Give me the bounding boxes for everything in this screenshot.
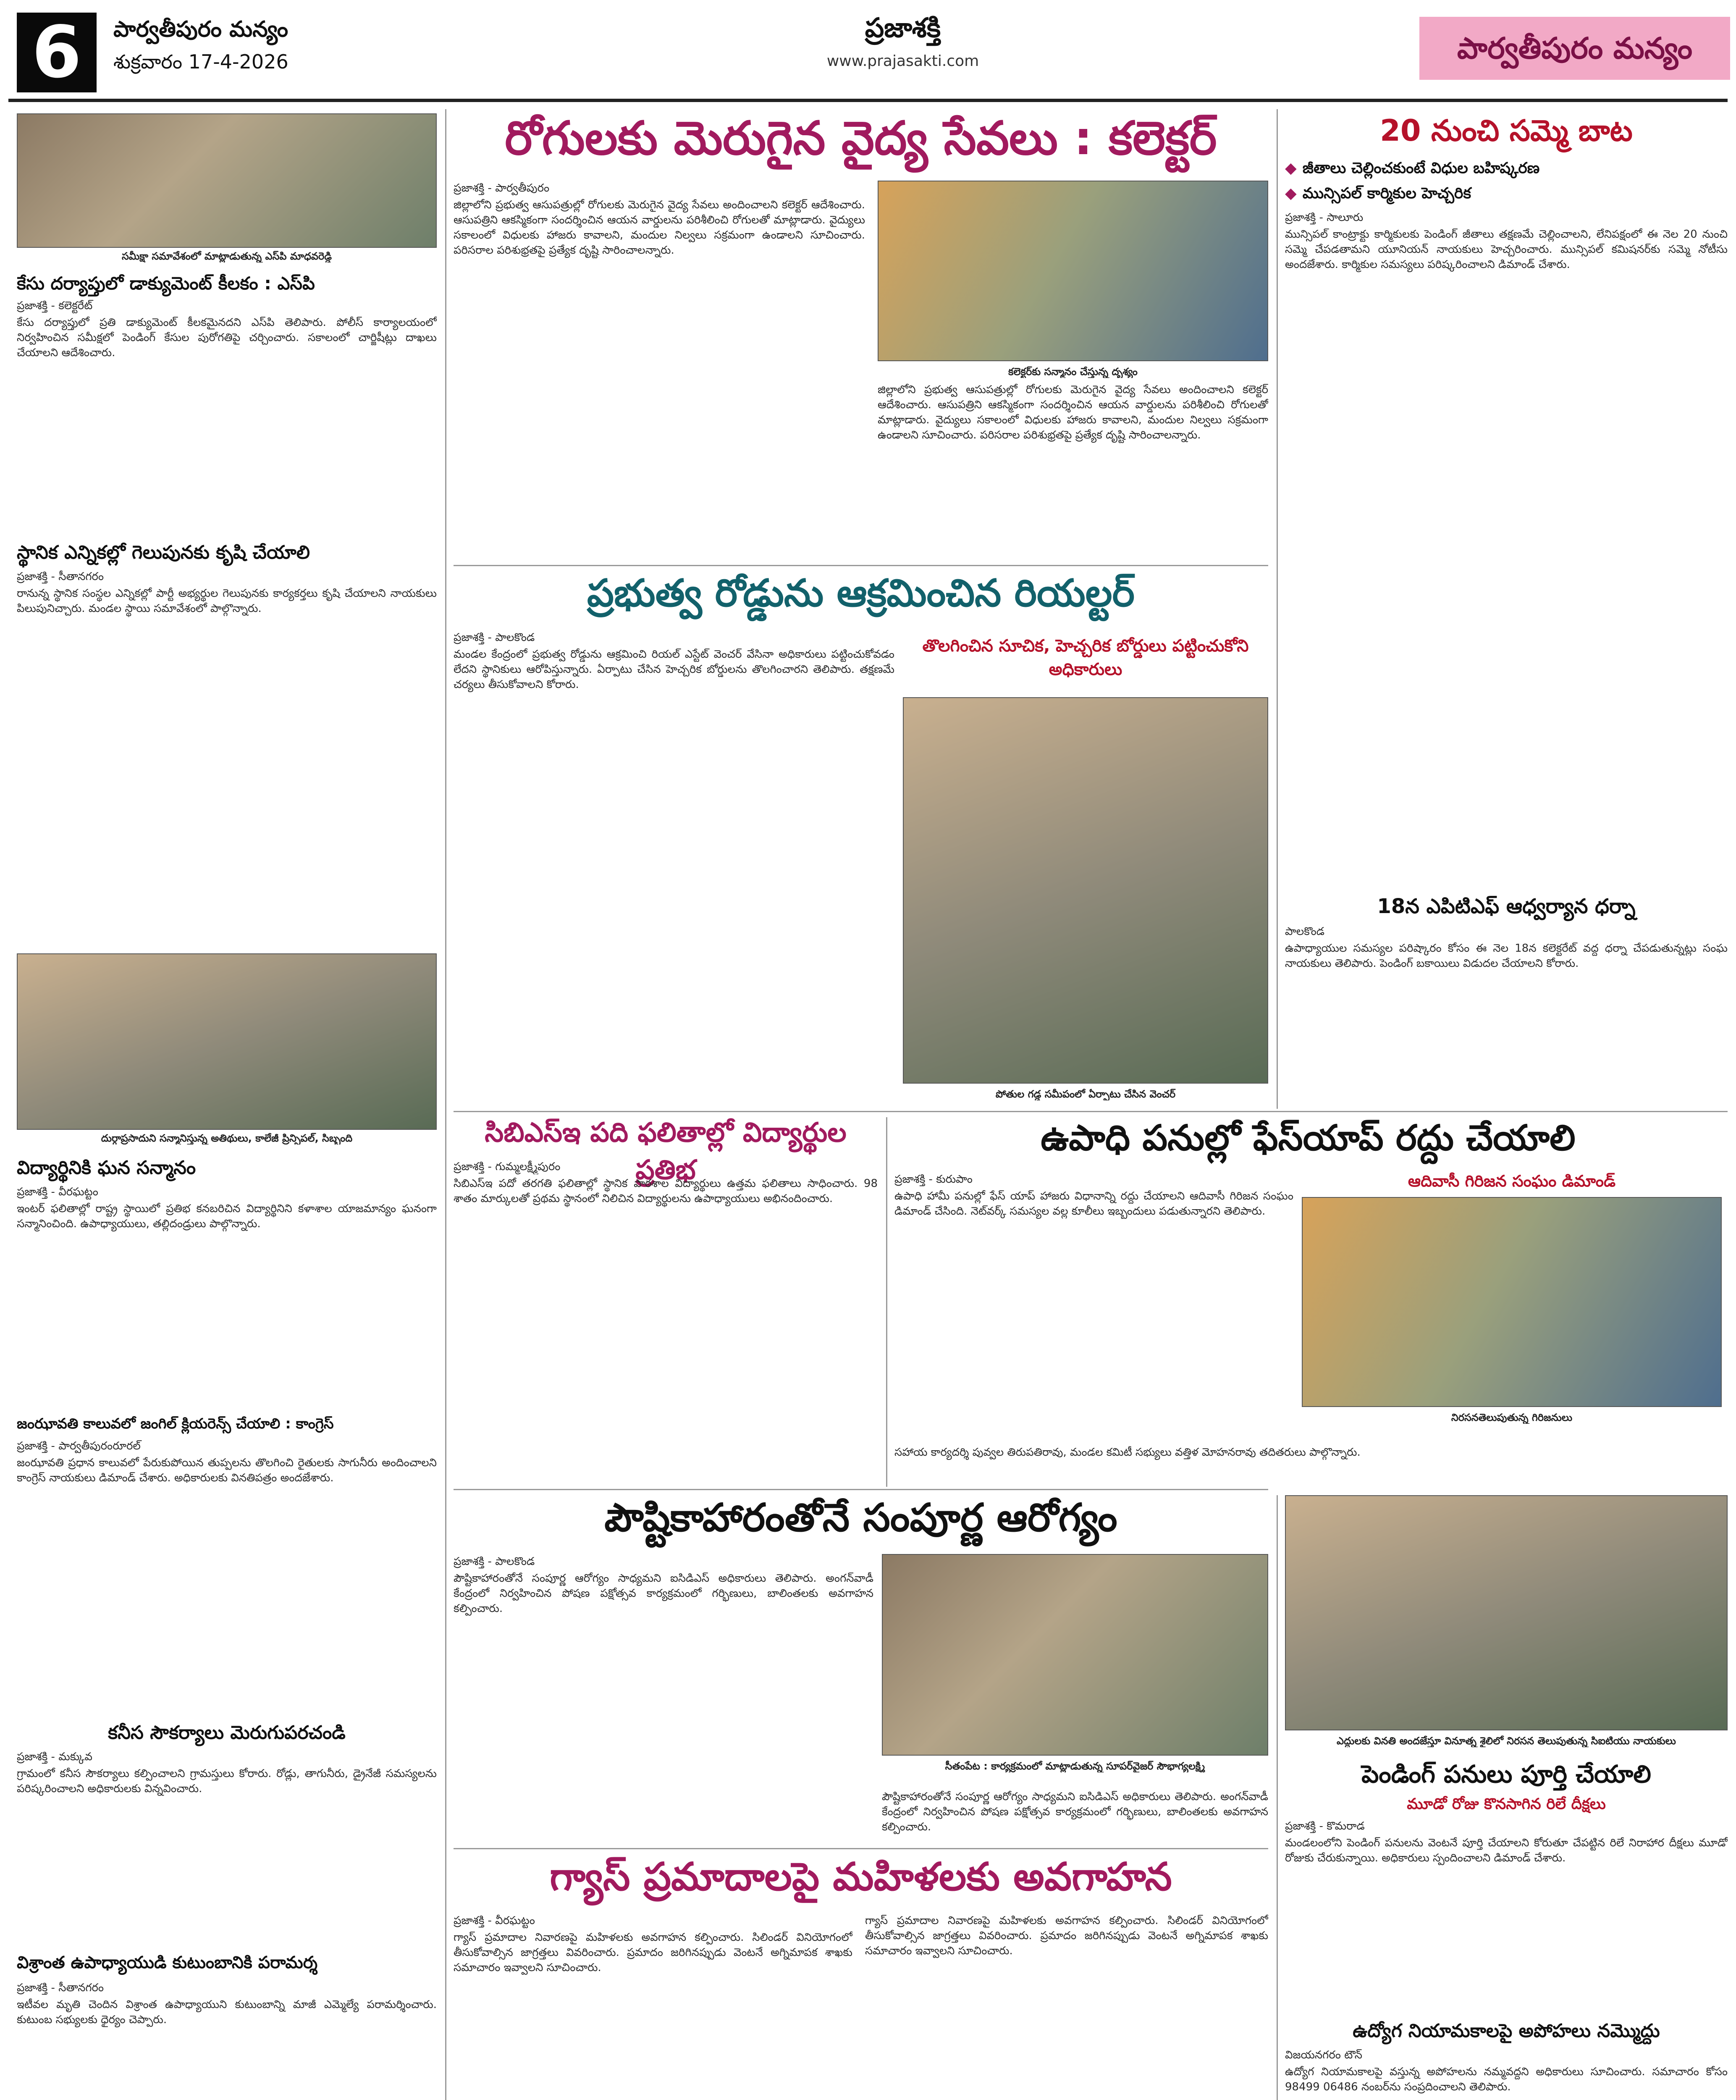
collector-visit-photo xyxy=(878,181,1268,361)
collector-headline: రోగులకు మెరుగైన వైద్య సేవలు : కలెక్టర్ xyxy=(505,111,1217,165)
pending-byline: ప్రజాశక్తి - కొమరాడ xyxy=(1285,1820,1365,1832)
bullock-protest-photo xyxy=(1285,1495,1728,1730)
strike-bullet-2: ◆ మున్సిపల్ కార్మికుల హెచ్చరిక xyxy=(1285,185,1728,206)
collector-visit-caption: కలెక్టర్‌కు సన్మానం చేస్తున్న దృశ్యం xyxy=(1008,366,1138,378)
strike-body: మున్సిపల్ కాంట్రాక్టు కార్మికులకు పెండింగ్ జీతాలు తక్షణమే చెల్లించాలని, లేనిపక్షంలో ఈ నెల 20 నుంచి సమ్మె చేపడతామని యూనియన్ నాయకులు హెచ్చరించారు. మున్సిపల్ కమిషనర్‌కు సమ్మె నోటీసు అందజేశారు. కార్మికుల సమస్యలు పరిష్కరించాలని డిమాండ్ చేశారు. xyxy=(1285,228,1728,271)
faceapp-body: ఉపాధి హామీ పనుల్లో ఫేస్ యాప్ హాజరు విధానాన్ని రద్దు చేయాలని ఆదివాసీ గిరిజన సంఘం డిమాండ్ చేసింది. నెట్‌వర్క్ సమస్యల వల్ల కూలీలు ఇబ్బందులు పడుతున్నారని తెలిపారు. xyxy=(894,1190,1293,1218)
column-divider-right-lower xyxy=(1277,1495,1278,2100)
aituc-headline: 18న ఎపిటిఎఫ్ ఆధ్వర్యాన ధర్నా xyxy=(1377,895,1636,918)
jungle-byline: ప్రజాశక్తి - పార్వతీపురంరూరల్ xyxy=(17,1440,141,1452)
edition-banner: పార్వతీపురం మన్యం xyxy=(1419,17,1730,80)
collector-body: జిల్లాలోని ప్రభుత్వ ఆసుపత్రుల్లో రోగులకు మెరుగైన వైద్య సేవలు అందించాలని కలెక్టర్ ఆదేశించారు. ఆసుపత్రిని ఆకస్మికంగా సందర్శించిన ఆయన వార్డులను పరిశీలించి రోగులతో మాట్లాడారు. వైద్యులు సకాలంలో విధులకు హాజరు కావాలని, మందుల నిల్వలు సక్రమంగా ఉండాలని సూచించారు. పరిసరాల పరిశుభ్రతపై ప్రత్యేక దృష్టి సారించాలన్నారు. xyxy=(454,199,865,257)
document-body: కేసు దర్యాప్తులో ప్రతి డాక్యుమెంట్ కీలకమైనదని ఎస్‌పి తెలిపారు. పోలీస్ కార్యాలయంలో నిర్వహించిన సమీక్షలో పెండింగ్ కేసుల పురోగతిపై చర్చించారు. సకాలంలో చార్జిషీట్లు దాఖలు చేయాలని ఆదేశించారు. xyxy=(17,316,437,359)
divider-cbse xyxy=(454,1111,1728,1112)
realtor-body: మండల కేంద్రంలో ప్రభుత్వ రోడ్డును ఆక్రమించి రియల్ ఎస్టేట్ వెంచర్ వేసినా అధికారులు పట్టించుకోవడం లేదని స్థానికులు ఆరోపిస్తున్నారు. ఏర్పాటు చేసిన హెచ్చరిక బోర్డులను తొలగించారని తెలిపారు. తక్షణమే చర్యలు తీసుకోవాలని కోరారు. xyxy=(454,648,894,691)
collector-body-cont: జిల్లాలోని ప్రభుత్వ ఆసుపత్రుల్లో రోగులకు మెరుగైన వైద్య సేవలు అందించాలని కలెక్టర్ ఆదేశించారు. ఆసుపత్రిని ఆకస్మికంగా సందర్శించిన ఆయన వార్డులను పరిశీలించి రోగులతో మాట్లాడారు. వైద్యులు సకాలంలో విధులకు హాజరు కావాలని, మందుల నిల్వలు సక్రమంగా ఉండాలని సూచించారు. పరిసరాల పరిశుభ్రతపై ప్రత్యేక దృష్టి సారించాలన్నారు. xyxy=(878,383,1268,441)
faceapp-footer: సహాయ కార్యదర్శి పువ్వల తిరుపతిరావు, మండల కమిటీ సభ్యులు వత్తిళ మోహనరావు తదితరులు పాల్గొన్నారు. xyxy=(894,1446,1361,1459)
strike-headline: 20 నుంచి సమ్మె బాట xyxy=(1380,113,1633,148)
facilities-headline: కనీస సౌకర్యాలు మెరుగుపరచండి xyxy=(108,1722,346,1743)
student-headline: విద్యార్థినికి ఘన సన్మానం xyxy=(17,1157,196,1179)
student-felicitation-photo xyxy=(17,953,437,1130)
nutrition-headline: పౌష్టికాహారంతోనే సంపూర్ణ ఆరోగ్యం xyxy=(604,1495,1117,1540)
aituc-byline: పాలకొండ xyxy=(1285,925,1325,938)
realtor-byline: ప్రజాశక్తి - పాలకొండ xyxy=(454,631,535,644)
sp-meeting-photo xyxy=(17,113,437,248)
gas-body: గ్యాస్ ప్రమాదాల నివారణపై మహిళలకు అవగాహన కల్పించారు. సిలిండర్ వినియోగంలో తీసుకోవాల్సిన జాగ్రత్తలు వివరించారు. ప్రమాదం జరిగినప్పుడు వెంటనే అగ్నిమాపక శాఖకు సమాచారం ఇవ్వాలని సూచించారు. xyxy=(454,1931,852,1974)
local-polls-byline: ప్రజాశక్తి - సీతానగరం xyxy=(17,570,104,583)
retired-body: ఇటీవల మృతి చెందిన విశ్రాంత ఉపాధ్యాయుని కుటుంబాన్ని మాజీ ఎమ్మెల్యే పరామర్శించారు. కుటుంబ సభ్యులకు ధైర్యం చెప్పారు. xyxy=(17,1998,437,2026)
jobs-headline: ఉద్యోగ నియామకాలపై అపోహలు నమ్మొద్దు xyxy=(1353,2020,1660,2042)
column-divider-cbse xyxy=(886,1117,887,1487)
gas-body-cont: గ్యాస్ ప్రమాదాల నివారణపై మహిళలకు అవగాహన కల్పించారు. సిలిండర్ వినియోగంలో తీసుకోవాల్సిన జాగ్రత్తలు వివరించారు. ప్రమాదం జరిగినప్పుడు వెంటనే అగ్నిమాపక శాఖకు సమాచారం ఇవ్వాలని సూచించారు. xyxy=(865,1914,1268,1957)
nutrition-body: పౌష్టికాహారంతోనే సంపూర్ణ ఆరోగ్యం సాధ్యమని ఐసిడిఎస్ అధికారులు తెలిపారు. అంగన్‌వాడీ కేంద్రంలో నిర్వహించిన పోషణ పక్షోత్సవ కార్యక్రమంలో గర్భిణులు, బాలింతలకు అవగాహన కల్పించారు. xyxy=(454,1572,873,1615)
faceapp-subhead: ఆదివాసీ గిరిజన సంఘం డిమాండ్ xyxy=(1408,1172,1616,1190)
sp-meeting-caption: సమీక్షా సమావేశంలో మాట్లాడుతున్న ఎస్‌పి మాధవరెడ్డి xyxy=(122,250,332,262)
facilities-byline: ప్రజాశక్తి - మక్కువ xyxy=(17,1751,92,1763)
newspaper-name: ప్రజాశక్తి xyxy=(865,13,941,44)
masthead-rule xyxy=(8,99,1728,102)
page-number: 6 xyxy=(17,13,97,92)
jungle-body: జంఝావతి ప్రధాన కాలువలో పేరుకుపోయిన తుప్పలను తొలగించి రైతులకు సాగునీరు అందించాలని కాంగ్రెస్ నాయకులు డిమాండ్ చేశారు. అధికారులకు వినతిపత్రం అందజేశారు. xyxy=(17,1457,437,1484)
document-headline: కేసు దర్యాప్తులో డాక్యుమెంట్ కీలకం : ఎస్‌పి xyxy=(17,273,315,294)
protest-caption: నిరసనతెలుపుతున్న గిరిజనులు xyxy=(1451,1412,1573,1423)
realtor-subhead: తొలగించిన సూచిక, హెచ్చరిక బోర్డులు పట్టించుకోని అధికారులు xyxy=(922,636,1249,679)
divider-gas xyxy=(454,1848,1268,1849)
column-divider-right xyxy=(1277,109,1278,1109)
gas-byline: ప్రజాశక్తి - వీరఘట్టం xyxy=(454,1914,535,1927)
cbse-headline: సిబిఎస్‌ఇ పది ఫలితాల్లో విద్యార్థుల ప్రతిభ xyxy=(485,1117,847,1186)
nutrition-body-cont: పౌష్టికాహారంతోనే సంపూర్ణ ఆరోగ్యం సాధ్యమని ఐసిడిఎస్ అధికారులు తెలిపారు. అంగన్‌వాడీ కేంద్రంలో నిర్వహించిన పోషణ పక్షోత్సవ కార్యక్రమంలో గర్భిణులు, బాలింతలకు అవగాహన కల్పించారు. xyxy=(882,1790,1268,1833)
retired-byline: ప్రజాశక్తి - సీతానగరం xyxy=(17,1982,104,1994)
cbse-body: సిబిఎస్‌ఇ పదో తరగతి ఫలితాల్లో స్థానిక పాఠశాల విద్యార్థులు ఉత్తమ ఫలితాలు సాధించారు. 98 శాతం మార్కులతో ప్రథమ స్థానంలో నిలిచిన విద్యార్థులను ఉపాధ్యాయులు అభినందించారు. xyxy=(454,1177,878,1205)
pending-headline: పెండింగ్ పనులు పూర్తి చేయాలి xyxy=(1361,1760,1651,1788)
pending-subhead: మూడో రోజు కొనసాగిన రిలే దీక్షలు xyxy=(1407,1796,1606,1813)
venture-caption: పోతుల గడ్డ సమీపంలో ఏర్పాటు చేసిన వెంచర్ xyxy=(995,1088,1176,1100)
student-felicitation-caption: దుర్గాప్రసాదుని సన్మానిస్తున్న అతిథులు, కాలేజీ ప్రిన్సిపల్, సిబ్బంది xyxy=(101,1132,353,1144)
retired-headline: విశ్రాంత ఉపాధ్యాయుడి కుటుంబానికి పరామర్శ xyxy=(17,1953,318,1972)
divider-nutrition xyxy=(454,1489,1268,1490)
protest-photo xyxy=(1302,1197,1722,1407)
website-link[interactable]: www.prajasakti.com xyxy=(826,52,979,70)
jobs-body: ఉద్యోగ నియామకాలపై వస్తున్న అపోహలను నమ్మవద్దని అధికారులు సూచించారు. సమాచారం కోసం 98499 06486 నంబర్‌ను సంప్రదించాలని తెలిపారు. xyxy=(1285,2066,1728,2093)
local-polls-body: రానున్న స్థానిక సంస్థల ఎన్నికల్లో పార్టీ అభ్యర్థుల గెలుపునకు కార్యకర్తలు కృషి చేయాలని నాయకులు పిలుపునిచ్చారు. మండల స్థాయి సమావేశంలో పాల్గొన్నారు. xyxy=(17,587,437,615)
nutrition-photo xyxy=(882,1554,1268,1756)
issue-date: శుక్రవారం 17-4-2026 xyxy=(113,50,288,73)
facilities-body: గ్రామంలో కనీస సౌకర్యాలు కల్పించాలని గ్రామస్తులు కోరారు. రోడ్లు, తాగునీరు, డ్రైనేజీ సమస్యలను పరిష్కరించాలని అధికారులకు విన్నవించారు. xyxy=(17,1767,437,1795)
cbse-byline: ప్రజాశక్తి - గుమ్మలక్ష్మీపురం xyxy=(454,1160,561,1173)
column-divider-left xyxy=(445,109,446,2100)
gas-headline: గ్యాస్ ప్రమాదాలపై మహిళలకు అవగాహన xyxy=(550,1854,1172,1899)
aituc-body: ఉపాధ్యాయుల సమస్యల పరిష్కారం కోసం ఈ నెల 18న కలెక్టరేట్ వద్ద ధర్నా చేపడుతున్నట్లు సంఘ నాయకులు తెలిపారు. పెండింగ్ బకాయిలు విడుదల చేయాలని కోరారు. xyxy=(1285,942,1728,970)
jungle-headline: జంఝావతి కాలువలో జంగిల్ క్లియరెన్స్ చేయాలి : కాంగ్రెస్ xyxy=(17,1415,334,1432)
collector-byline: ప్రజాశక్తి - పార్వతీపురం xyxy=(454,182,550,194)
pending-body: మండలంలోని పెండింగ్ పనులను వెంటనే పూర్తి చేయాలని కోరుతూ చేపట్టిన రిలే నిరాహార దీక్షలు మూడో రోజుకు చేరుకున్నాయి. అధికారులు స్పందించాలని డిమాండ్ చేశారు. xyxy=(1285,1837,1728,1864)
strike-bullet-1: ◆ జీతాలు చెల్లించకుంటే విధుల బహిష్కరణ xyxy=(1285,160,1728,181)
venture-photo xyxy=(903,697,1268,1084)
realtor-headline: ప్రభుత్వ రోడ్డును ఆక్రమించిన రియల్టర్ xyxy=(587,571,1135,615)
document-byline: ప్రజాశక్తి - కలెక్టరేట్ xyxy=(17,299,93,312)
faceapp-headline: ఉపాధి పనుల్లో ఫేస్‌యాప్ రద్దు చేయాలి xyxy=(1041,1117,1576,1158)
nutrition-byline: ప్రజాశక్తి - పాలకొండ xyxy=(454,1555,535,1568)
jobs-byline: విజయనగరం టౌన్ xyxy=(1285,2049,1363,2061)
student-byline: ప్రజాశక్తి - వీరఘట్టం xyxy=(17,1186,98,1198)
nutrition-caption: సీతంపేట : కార్యక్రమంలో మాట్లాడుతున్న సూపర్‌వైజర్ సౌభాగ్యలక్ష్మి xyxy=(945,1760,1205,1772)
district-name: పార్వతీపురం మన్యం xyxy=(113,17,288,42)
local-polls-headline: స్థానిక ఎన్నికల్లో గెలుపునకు కృషి చేయాలి xyxy=(17,542,310,563)
faceapp-byline: ప్రజాశక్తి - కురుపాం xyxy=(894,1173,973,1186)
divider-realtor xyxy=(454,565,1268,566)
bullock-protest-caption: ఎద్దులకు వినతి అందజేస్తూ వినూత్న శైలిలో నిరసన తెలుపుతున్న సిఐటియు నాయకులు xyxy=(1337,1735,1676,1747)
student-body: ఇంటర్ ఫలితాల్లో రాష్ట్ర స్థాయిలో ప్రతిభ కనబరిచిన విద్యార్థినిని కళాశాల యాజమాన్యం ఘనంగా సన్మానించింది. ఉపాధ్యాయులు, తల్లిదండ్రులు పాల్గొన్నారు. xyxy=(17,1202,437,1230)
strike-byline: ప్రజాశక్తి - సాలూరు xyxy=(1285,211,1364,224)
